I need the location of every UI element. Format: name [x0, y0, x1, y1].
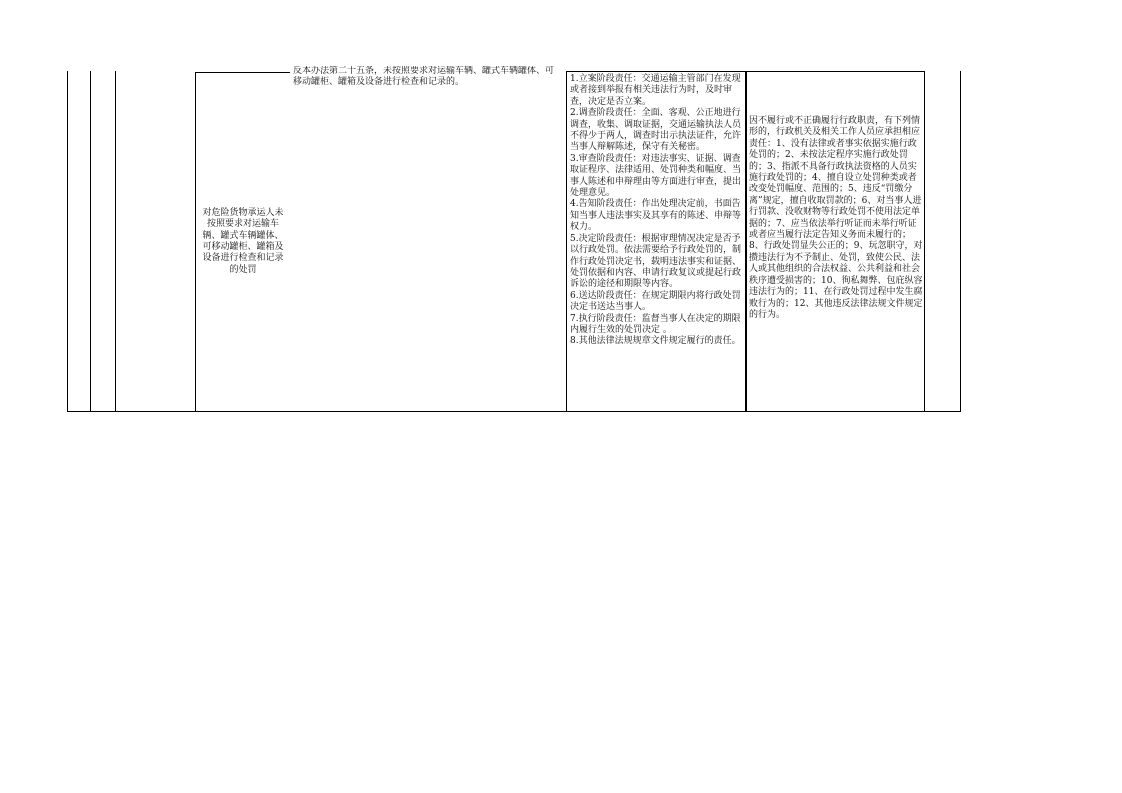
duty-item: 8.其他法律法规规章文件规定履行的责任。 — [570, 336, 741, 347]
duty-item: 6.送达阶段责任：在规定期限内将行政处罚决定书送达当事人。 — [570, 290, 741, 313]
duty-item: 3.审查阶段责任：对违法事实、证据、调查取证程序、法律适用、处罚种类和幅度、当事人陈述和申辩理由等方面进行审查，提出处理意见。 — [570, 153, 742, 199]
duty-item: 7.执行阶段责任：监督当事人在决定的期限内履行生效的处罚决定 。 — [570, 313, 741, 335]
accountability-text: 因不履行或不正确履行行政职责，有下列情形的，行政机关及相关工作人员应承担相应责任：1、没有法律或者事实依据实施行政处罚的；2、未按法定程序实施行政处罚的；3、指派不具备行政执法资格的人员实施行政处罚的；4、擅自设立处罚种类或者改变处罚幅度、范围的；5、违反“罚缴分离”规定，擅自收取罚款的；6、对当事人进行罚款、没收财物等行政处罚不使用法定单据的；7、应当依法举行听证而未举行听证或者应当履行法定告知义务而未履行的；8、行政处罚显失公正的；9、玩忽职守，对攒违法行为不予制止、处罚，致使公民、法人或其他组织的合法权益、公共利益和社会秩序遭受损害的；10、徇私舞弊、包庇纵容违法行为的；11、在行政处罚过程中发生腐败行为的；12、其他违反法律法规文件规定的行为。 — [749, 116, 923, 320]
item-name-cell — [195, 72, 290, 411]
column-divider — [90, 71, 91, 412]
duty-item: 2.调查阶段责任：全面、客观、公正地进行调查，收集、调取证据，交通运输执法人员不得少于两人，调查时出示执法证件，允许当事人辩解陈述，保守有关秘密。 — [570, 108, 742, 153]
accountability-cell — [746, 71, 925, 411]
legal-basis-text: 反本办法第二十五条，未按照要求对运输车辆、罐式车辆罐体、可移动罐柜、罐箱及设备进行检查和记录的。 — [293, 66, 555, 88]
item-name: 对危险货物承运人未按照要求对运输车辆、罐式车辆罐体、可移动罐柜、罐箱及设备进行检查和记录的处罚 — [202, 207, 284, 275]
legal-basis-cell — [290, 66, 564, 96]
duty-item: 1.立案阶段责任：交通运输主管部门在发现或者接到举报有相关违法行为时，及时审查，决定是否立案。 — [570, 74, 741, 107]
column-divider — [67, 71, 68, 412]
column-divider — [960, 71, 961, 412]
responsibility-cell — [566, 71, 746, 411]
duty-item: 5.决定阶段责任：根据审理情况决定是否予以行政处罚。依法需要给予行政处罚的，制作行政处罚决定书，载明违法事实和证据、处罚依据和内容、申请行政复议或提起行政诉讼的途径和期限等内容。 — [570, 233, 742, 290]
duty-item: 4.告知阶段责任：作出处理决定前，书面告知当事人违法事实及其享有的陈述、申辩等权力。 — [570, 199, 742, 233]
column-divider — [115, 71, 116, 412]
